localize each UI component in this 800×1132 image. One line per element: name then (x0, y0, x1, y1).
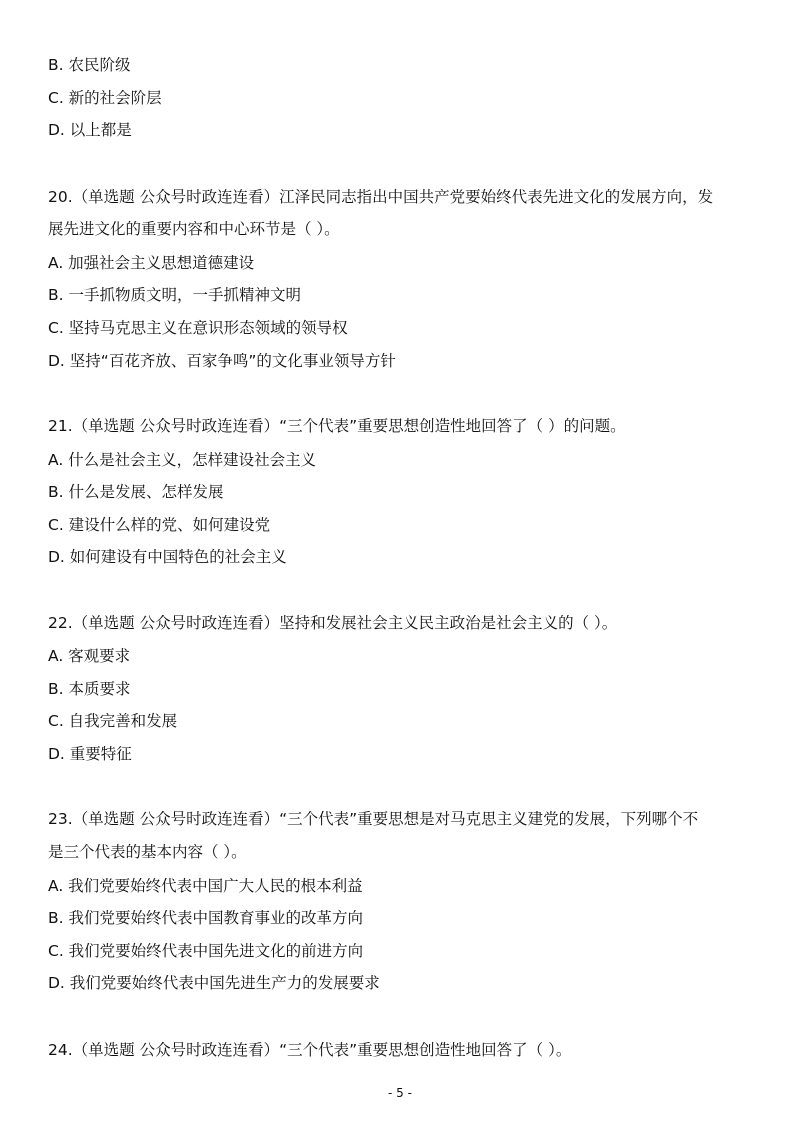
option-b: B. 农民阶级 (48, 56, 131, 74)
question-21-stem: 21.（单选题 公众号时政连连看）“三个代表”重要思想创造性地回答了（ ）的问题。 (48, 417, 626, 435)
question-20-stem: 20.（单选题 公众号时政连连看）江泽民同志指出中国共产党要始终代表先进文化的发展方向，发 (48, 188, 714, 206)
question-21-option-d: D. 如何建设有中国特色的社会主义 (48, 548, 287, 566)
question-20-option-d: D. 坚持“百花齐放、百家争鸣”的文化事业领导方针 (48, 352, 396, 370)
page-number: - 5 - (388, 1086, 412, 1100)
question-23-stem-cont: 是三个代表的基本内容（ ）。 (48, 843, 247, 861)
question-21-option-b: B. 什么是发展、怎样发展 (48, 483, 224, 501)
question-23-option-b: B. 我们党要始终代表中国教育事业的改革方向 (48, 909, 363, 927)
option-c: C. 新的社会阶层 (48, 89, 162, 107)
question-22-option-d: D. 重要特征 (48, 745, 132, 763)
option-d: D. 以上都是 (48, 121, 132, 139)
question-23-option-d: D. 我们党要始终代表中国先进生产力的发展要求 (48, 974, 380, 992)
question-23-option-a: A. 我们党要始终代表中国广大人民的根本利益 (48, 877, 363, 895)
question-22-option-a: A. 客观要求 (48, 647, 131, 665)
question-20-option-b: B. 一手抓物质文明，一手抓精神文明 (48, 286, 301, 304)
question-23-option-c: C. 我们党要始终代表中国先进文化的前进方向 (48, 942, 364, 960)
question-23-stem: 23.（单选题 公众号时政连连看）“三个代表”重要思想是对马克思主义建党的发展，下列哪个不 (48, 810, 699, 828)
question-22-option-c: C. 自我完善和发展 (48, 712, 178, 730)
question-20-option-a: A. 加强社会主义思想道德建设 (48, 254, 255, 272)
question-20-stem-cont: 展先进文化的重要内容和中心环节是（ ）。 (48, 220, 340, 238)
question-20-option-c: C. 坚持马克思主义在意识形态领域的领导权 (48, 319, 348, 337)
question-21-option-a: A. 什么是社会主义，怎样建设社会主义 (48, 451, 317, 469)
question-22-stem: 22.（单选题 公众号时政连连看）坚持和发展社会主义民主政治是社会主义的（ ）。 (48, 614, 618, 632)
question-21-option-c: C. 建设什么样的党、如何建设党 (48, 516, 271, 534)
question-22-option-b: B. 本质要求 (48, 680, 131, 698)
question-24-stem: 24.（单选题 公众号时政连连看）“三个代表”重要思想创造性地回答了（ ）。 (48, 1041, 572, 1059)
